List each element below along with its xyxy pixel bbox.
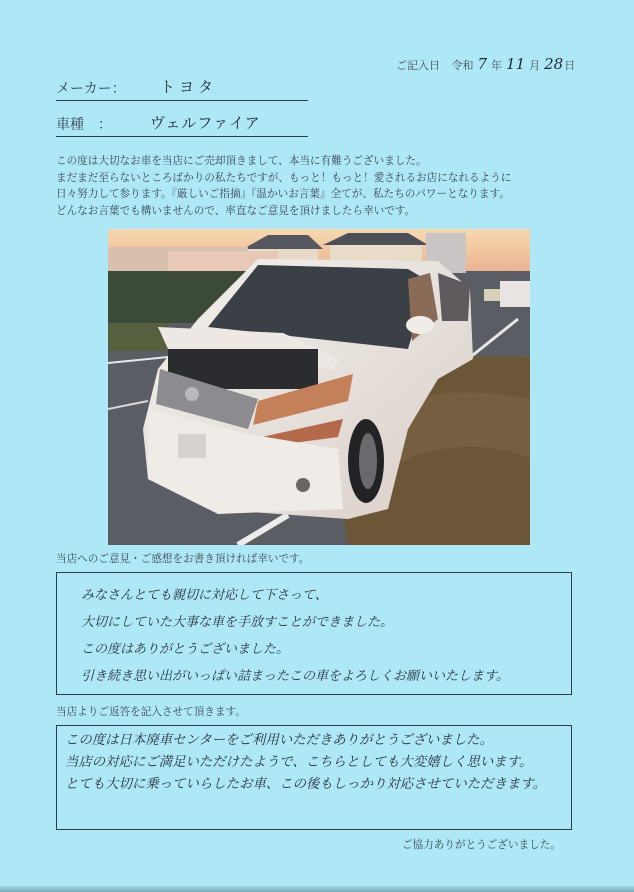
month-unit: 月 bbox=[529, 59, 541, 72]
reply-comment-line: この度は日本廃車センターをご利用いただきありがとうございました。 bbox=[65, 733, 493, 748]
scan-edge bbox=[0, 886, 634, 892]
month-value: 11 bbox=[506, 55, 526, 73]
intro-line: この度は大切なお車を当店にご売却頂きまして、本当に有難うございました。 bbox=[56, 155, 427, 167]
model-value: ヴェルファイア bbox=[150, 114, 261, 132]
year-value: 7 bbox=[477, 55, 488, 73]
model-field bbox=[56, 114, 308, 137]
model-label: 車種 ： bbox=[56, 117, 112, 133]
customer-comment-box bbox=[56, 572, 572, 695]
intro-line: 日々努力して参ります。『厳しいご指摘』『温かいお言葉』全てが、私たちのパワーとなります。 bbox=[56, 188, 510, 200]
intro-line: まだまだ至らないところばかりの私たちですが、もっと！もっと！愛されるお店になれるように bbox=[56, 171, 512, 184]
reply-comment-box bbox=[56, 725, 572, 830]
day-value: 28 bbox=[544, 55, 564, 73]
reply-section-label: 当店よりご返答を記入させて頂きます。 bbox=[56, 706, 246, 718]
reply-comment-line: とても大切に乗っていらしたお車、この後もしっかり対応させていただきます。 bbox=[65, 777, 546, 792]
maker-value: トヨタ bbox=[160, 78, 218, 96]
customer-comment-line: 引き続き思い出がいっぱい詰まったこの車をよろしくお願いいたします。 bbox=[81, 669, 509, 684]
year-unit: 年 bbox=[491, 59, 503, 72]
customer-section-label: 当店へのご意見・ご感想をお書き頂ければ幸いです。 bbox=[56, 553, 310, 565]
customer-comment-line: この度はありがとうございました。 bbox=[81, 642, 290, 657]
era-label: 令和 bbox=[451, 59, 474, 72]
maker-field bbox=[56, 78, 308, 101]
customer-comment-line: 大切にしていた大事な車を手放すことができました。 bbox=[81, 615, 394, 630]
car-photo-image bbox=[108, 229, 530, 545]
car-photo bbox=[108, 229, 530, 545]
date-label: ご記入日 bbox=[396, 59, 440, 72]
closing-thanks: ご協力ありがとうございました。 bbox=[402, 839, 561, 851]
reply-comment-line: 当店の対応にご満足いただけたようで、こちらとしても大変嬉しく思います。 bbox=[65, 755, 533, 770]
day-unit: 日 bbox=[564, 59, 576, 72]
maker-label: メーカー： bbox=[56, 81, 126, 97]
intro-text bbox=[56, 153, 556, 219]
customer-comment-line: みなさんとても親切に対応して下さって、 bbox=[81, 588, 328, 603]
date-row bbox=[396, 55, 575, 73]
intro-line: どんなお言葉でも構いませんので、率直なご意見を頂けましたら幸いです。 bbox=[56, 204, 416, 217]
